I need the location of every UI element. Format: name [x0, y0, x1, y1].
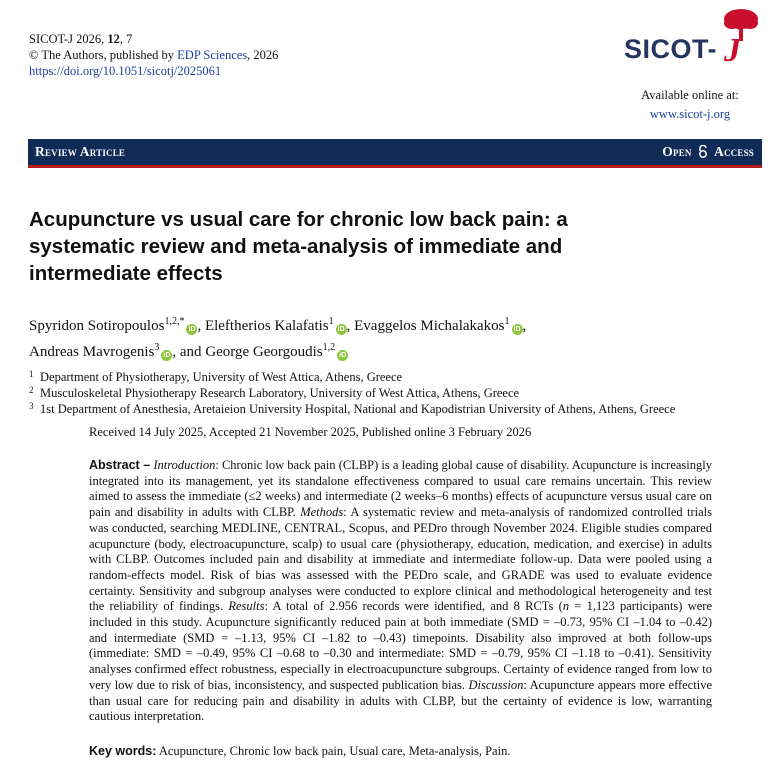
keywords-text: Acupuncture, Chronic low back pain, Usual care, Meta-analysis, Pain. [158, 744, 511, 758]
journal-volume: 12 [107, 32, 120, 46]
availability [630, 86, 750, 124]
journal-header [29, 31, 278, 79]
orcid-icon[interactable]: iD [339, 352, 347, 359]
orcid-icon[interactable]: iD [188, 326, 196, 333]
author-list: Spyridon Sotiropoulos$^{1,2,*}$iD , Eleftherios Kalafatis$^1$iD , Evaggelos Michalakakos$^1$iD , Andreas Mavrogenis$^3$iD , and George Georgoudis$^{1,2}$iD [29, 316, 527, 360]
affiliation-item: 3 1st Department of Anesthesia, Aretaieion University Hospital, National and Kapodistrian University of Athens, Athens, Greece [29, 401, 676, 416]
orcid-icon[interactable]: iD [513, 326, 521, 333]
orcid-icon[interactable]: iD [337, 326, 345, 333]
keywords-label: Key words: [89, 744, 157, 758]
open-lock-icon [698, 145, 708, 158]
author-name: Eleftherios Kalafatis [204, 318, 329, 334]
open-access-label: Open Access [662, 144, 754, 159]
journal-citation: SICOT-J 2026, 12, 7 [29, 32, 133, 46]
doi-link[interactable]: https://doi.org/10.1051/sicotj/2025061 [29, 64, 222, 78]
affiliation-item: 1 Department of Physiotherapy, University of West Attica, Athens, Greece [29, 369, 403, 384]
author-name: George Georgoudis [205, 344, 323, 360]
availability-label: Available online at: [641, 88, 739, 102]
publication-dates: Received 14 July 2025, Accepted 21 November 2025, Published online 3 February 2026 [89, 425, 532, 439]
orcid-icon[interactable]: iD [163, 352, 171, 359]
publisher-link[interactable]: EDP Sciences [177, 48, 248, 62]
article-title: Acupuncture vs usual care for chronic low back pain: a systematic review and meta-analysis of immediate and intermediate effects [29, 208, 568, 285]
review-article-label: Review Article [35, 144, 126, 159]
affiliations [29, 369, 749, 417]
logo-text: SICOT- [624, 34, 718, 64]
logo-j-letter: J [724, 32, 741, 69]
abstract: Abstract – Introduction: Chronic low back pain (CLBP) is a leading global cause of disability. Acupuncture is increasingly integrated into its management, yet its standalone effectiveness compared to usual care remains uncertain. This review aimed to assess the immediate (≤2 weeks) and intermediate (2 weeks–6 months) effects of acupuncture versus usual care on pain and disability in adults with CLBP. Methods: A systematic review and meta-analysis of randomized controlled trials was conducted, searching MEDLINE, CENTRAL, Scopus, and PEDro through November 2024. Eligible studies compared acupuncture (body, electroacupuncture, scalp) to usual care (physiotherapy, education, medication, and exercise) in adults with CLBP. Outcomes included pain and disability at immediate and intermediate follow-up. Data were pooled using a random-effects model. Risk of bias was assessed with the PEDro scale, and GRADE was used to evaluate evidence certainty. Sensitivity and subgroup analyses were conducted to explore clinical and methodological heterogeneity and test the reliability of findings. Results: A total of 2.956 records were identified, and 8 RCTs (n = 1,123 participants) were included in this study. Acupuncture significantly reduced pain at both immediate (SMD = –0.73, 95% CI –1.04 to –0.42) and intermediate (SMD = –1.13, 95% CI –1.82 to –0.43) timepoints. Disability also improved at both follow-ups (immediate: SMD = –0.49, 95% CI –0.68 to –0.30 and intermediate: SMD = –0.79, 95% CI –1.18 to –0.41). Sensitivity analyses confirmed effect robustness, especially in electroacupuncture subgroups. Certainty of evidence ranged from low to very low due to risk of bias, inconsistency, and suspected publication bias. Discussion: Acupuncture appears more effective than usual care for reducing pain and disability in adults with CLBP, but the certainty of evidence is low, warranting cautious interpretation. [89, 458, 713, 724]
author-name: Spyridon Sotiropoulos [29, 318, 165, 334]
abstract-label: Abstract – [89, 458, 151, 472]
author-name: Andreas Mavrogenis [29, 344, 155, 360]
copyright-line: © The Authors, published by EDP Sciences, 2026 [29, 48, 279, 62]
journal-website-link[interactable]: www.sicot-j.org [649, 107, 731, 121]
keywords [89, 744, 510, 759]
sicot-j-logo [624, 8, 764, 78]
article-type-band [28, 139, 762, 168]
author-name: Evaggelos Michalakakos [354, 318, 505, 334]
affiliation-item: 2 Musculoskeletal Physiotherapy Research Laboratory, University of West Attica, Athens, Greece [29, 385, 520, 400]
